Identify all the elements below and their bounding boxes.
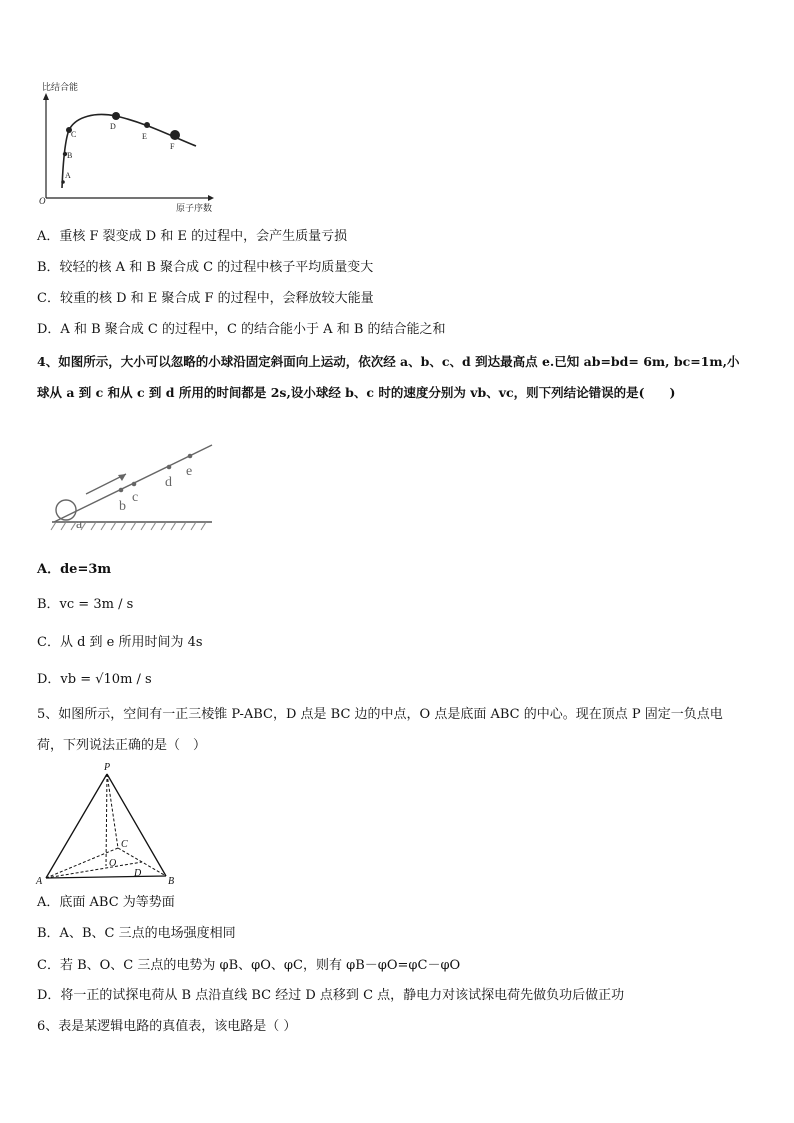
q5-option-a: A．底面 ABC 为等势面 [37, 895, 175, 910]
fig1-xlabel: 原子序数 [176, 203, 213, 213]
fig1-point-b: B [67, 151, 73, 160]
pyramid-figure [32, 762, 182, 886]
pyramid-label-o: O [109, 858, 117, 869]
q4-stem-line1: 4、如图所示，大小可以忽略的小球沿固定斜面向上运动，依次经 a、b、c、d 到达最高点 e.已知 ab=bd= 6m, bc=1m,小 [37, 354, 740, 369]
incline-label-d: d [165, 475, 172, 490]
incline-label-c: c [132, 490, 139, 505]
q4-option-b: B．vc = 3m / s [37, 597, 134, 612]
q4-option-d: D．vb = √10m / s [37, 672, 152, 687]
fig1-point-f: F [170, 142, 175, 151]
pyramid-label-p: P [104, 762, 111, 773]
q5-stem-line1: 5、如图所示，空间有一正三棱锥 P-ABC，D 点是 BC 边的中点，O 点是底面 ABC 的中心。现在顶点 P 固定一负点电 [37, 707, 723, 722]
pyramid-label-b: B [168, 876, 175, 886]
q5-stem-line2: 荷，下列说法正确的是（ ） [37, 738, 207, 753]
fig1-origin: O [39, 196, 46, 206]
q4-option-a: A．de=3m [37, 562, 112, 577]
q3-option-d: D．A 和 B 聚合成 C 的过程中，C 的结合能小于 A 和 B 的结合能之和 [37, 322, 446, 337]
pyramid-label-d: D [134, 868, 142, 879]
binding-energy-figure [36, 78, 226, 218]
incline-label-a: a [76, 517, 83, 532]
q4-option-c: C．从 d 到 e 所用时间为 4s [37, 635, 203, 650]
fig1-point-e: E [142, 132, 147, 141]
q4-stem-line2: 球从 a 到 c 和从 c 到 d 所用的时间都是 2s,设小球经 b、c 时的速度分别为 vb、vc，则下列结论错误的是( ) [37, 385, 676, 400]
fig1-point-c: C [71, 130, 77, 139]
incline-label-e: e [186, 464, 193, 479]
q6-stem-line1: 6、表是某逻辑电路的真值表，该电路是（ ） [37, 1019, 297, 1034]
q5-option-b: B．A、B、C 三点的电场强度相同 [37, 926, 236, 941]
q5-option-d: D．将一正的试探电荷从 B 点沿直线 BC 经过 D 点移到 C 点，静电力对该试探电荷先做负功后做正功 [37, 988, 625, 1003]
fig1-point-d: D [110, 122, 116, 131]
fig1-ylabel: 比结合能 [42, 82, 79, 92]
pyramid-label-c: C [121, 839, 128, 850]
incline-figure [46, 440, 216, 535]
pyramid-label-a: A [36, 876, 43, 886]
fig1-point-a: A [65, 171, 71, 180]
q3-option-a: A．重核 F 裂变成 D 和 E 的过程中，会产生质量亏损 [37, 229, 348, 244]
q3-option-b: B．较轻的核 A 和 B 聚合成 C 的过程中核子平均质量变大 [37, 260, 374, 275]
incline-label-b: b [119, 499, 126, 514]
q5-option-c: C．若 B、O、C 三点的电势为 φB、φO、φC，则有 φB－φO=φC－φO [37, 958, 461, 973]
q3-option-c: C．较重的核 D 和 E 聚合成 F 的过程中，会释放较大能量 [37, 291, 374, 306]
